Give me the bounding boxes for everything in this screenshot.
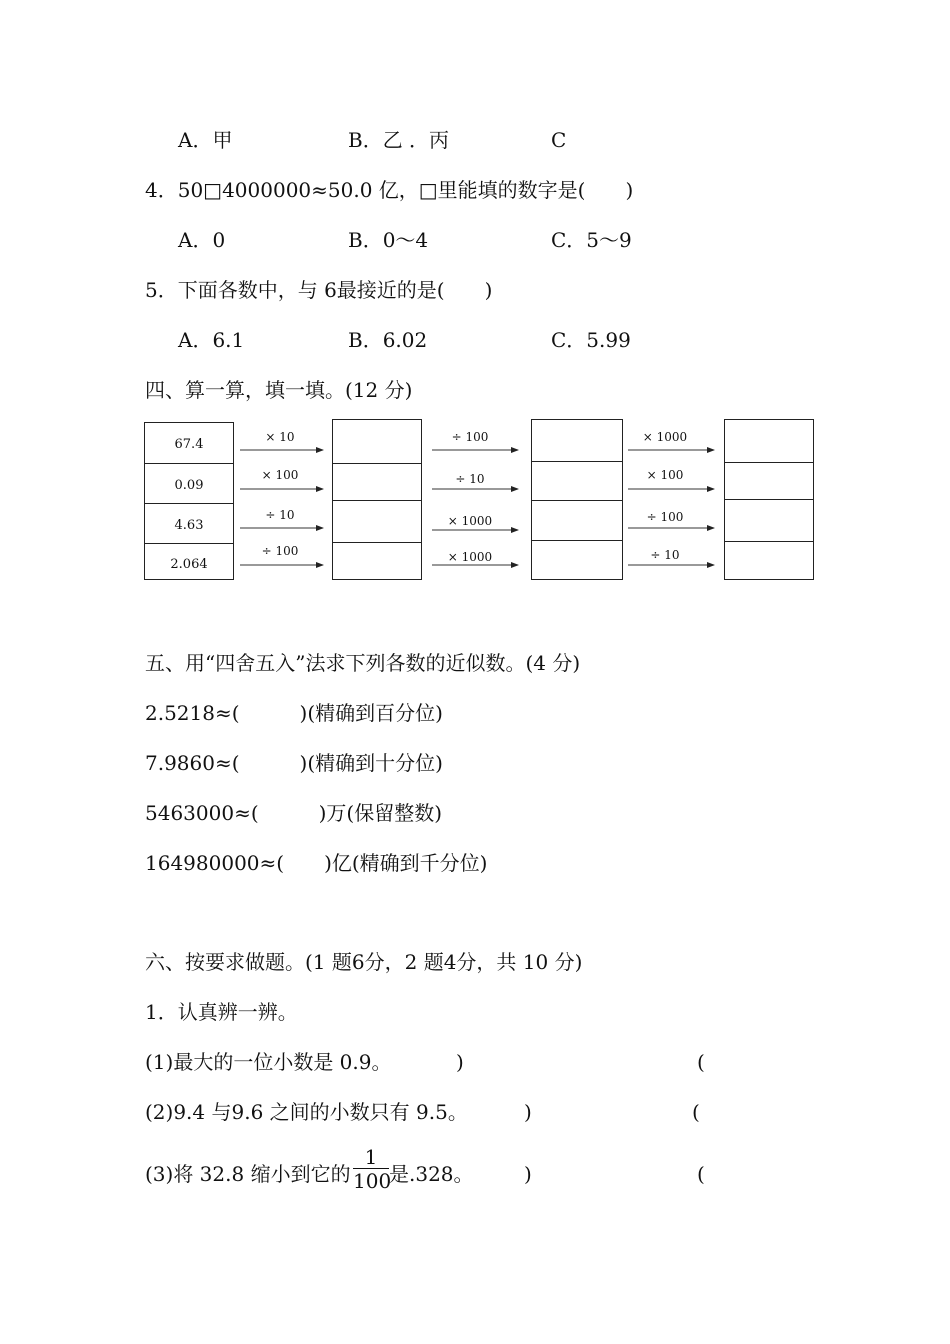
number-cell: 67.4: [174, 437, 204, 452]
q4-option-b: B．0～4: [348, 228, 429, 252]
section5-title: 五、用“四舍五入”法求下列各数的近似数。(4 分): [145, 651, 581, 675]
subquestion-1: 1．认真辨一辨。: [145, 1000, 298, 1024]
q3-option-a: A．甲: [178, 128, 233, 152]
close-paren: ): [456, 1050, 464, 1074]
fraction: [353, 1145, 392, 1193]
operator-label: × 10: [265, 430, 295, 444]
operator-label: ÷ 100: [646, 510, 684, 524]
number-cell: 0.09: [145, 463, 233, 503]
operator-label: ÷ 100: [451, 430, 489, 444]
operator-label: ÷ 10: [650, 548, 680, 562]
judge-item-1: (1)最大的一位小数是 0.9。: [145, 1050, 392, 1074]
q4-stem: 4．50□4000000≈50.0 亿，□里能填的数字是( ): [145, 178, 634, 202]
q5-option-c: C．5.99: [551, 328, 631, 352]
operator-label: × 1000: [447, 514, 493, 528]
operator-label: ÷ 10: [265, 508, 295, 522]
q4-option-c: C．5～9: [551, 228, 632, 252]
operator-label: × 100: [261, 468, 299, 482]
q5-option-a: A．6.1: [178, 328, 245, 352]
q3-option-c: C: [551, 128, 567, 152]
open-paren: (: [697, 1162, 705, 1186]
operator-label: × 1000: [447, 550, 493, 564]
open-paren: (: [692, 1100, 700, 1124]
approx-item-2: 7.9860≈( )(精确到十分位): [145, 751, 443, 775]
operator-label: × 100: [646, 468, 684, 482]
q5-option-b: B．6.02: [348, 328, 428, 352]
number-cell: 2.064: [145, 543, 233, 581]
open-paren: (: [697, 1050, 705, 1074]
q3-option-b: B．乙 ．丙: [348, 128, 450, 152]
close-paren: ): [524, 1162, 532, 1186]
judge-item-3-part-a: (3)将 32.8 缩小到它的: [145, 1162, 351, 1186]
fraction-numerator: 1: [364, 1145, 378, 1169]
operator-label: × 1000: [642, 430, 688, 444]
close-paren: ): [524, 1100, 532, 1124]
fraction-denominator: 100: [353, 1169, 392, 1193]
q5-stem: 5．下面各数中，与 6最接近的是( ): [145, 278, 493, 302]
number-cell: 4.63: [145, 503, 233, 543]
section6-title: 六、按要求做题。(1 题6分，2 题4分，共 10 分): [145, 950, 583, 974]
judge-item-3-part-b: 是.328。: [389, 1162, 474, 1186]
approx-item-3: 5463000≈( )万(保留整数): [145, 801, 443, 825]
approx-item-4: 164980000≈( )亿(精确到千分位): [145, 851, 488, 875]
q4-option-a: A．0: [178, 228, 226, 252]
approx-item-1: 2.5218≈( )(精确到百分位): [145, 701, 443, 725]
operator-label: ÷ 10: [455, 472, 485, 486]
section4-title: 四、算一算，填一填。(12 分): [145, 378, 413, 402]
judge-item-2: (2)9.4 与9.6 之间的小数只有 9.5。: [145, 1100, 468, 1124]
operator-label: ÷ 100: [261, 544, 299, 558]
